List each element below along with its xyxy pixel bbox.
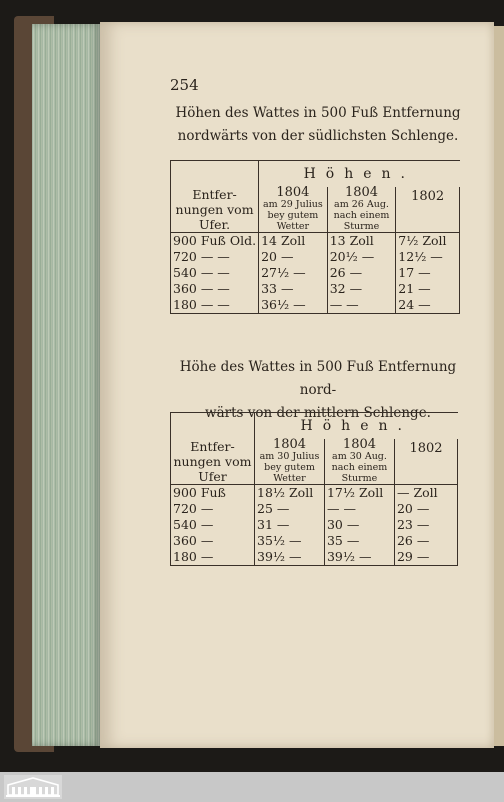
value-cell: 29 — [394,549,457,566]
value-cell: 35½ — [255,533,325,549]
col-sub: nach einem [331,462,388,473]
viewer-footer [0,772,504,802]
col-sub: Sturme [341,473,378,484]
value-cell: — — [327,297,396,314]
height-table-1 [170,160,460,314]
value-cell: 12½ — [396,249,460,265]
distance-cell: 900 Fuß [171,485,255,502]
col-sub: nach einem [333,210,390,221]
distance-cell: 180 — [171,549,255,566]
value-cell: — — [324,501,394,517]
value-cell: 17 — [396,265,460,281]
col-sub: Wetter [273,473,306,484]
value-cell: 20 — [259,249,328,265]
distance-cell: 900 Fuß Old. [171,233,259,250]
col-header-distance: Entfer-nungen vom Ufer [171,439,255,485]
height-table-2 [170,412,458,566]
value-cell: 23 — [394,517,457,533]
table-row [171,549,458,566]
col-header-1 [255,439,325,485]
table-row [171,281,460,297]
col-sub: am 30 Aug. [332,451,387,462]
distance-cell: 360 — — [171,281,259,297]
distance-cell: 720 — — [171,249,259,265]
col-header-2 [324,439,394,485]
col-sub: am 26 Aug. [334,199,389,210]
value-cell: 26 — [327,265,396,281]
col-sub: am 30 Julius [259,451,320,462]
col-year: 1804 [272,437,307,452]
group-header: Höhen. [255,413,458,440]
value-cell: 25 — [255,501,325,517]
value-cell: 21 — [396,281,460,297]
table-row [171,233,460,250]
distance-cell: 540 — — [171,265,259,281]
corner-cell [171,413,255,440]
value-cell: 35 — [324,533,394,549]
value-cell: 33 — [259,281,328,297]
col-sub: Wetter [276,221,310,232]
table-row [171,485,458,502]
table-row [171,533,458,549]
distance-cell: 180 — — [171,297,259,314]
distance-cell: 540 — [171,517,255,533]
col-year: 1802 [411,189,445,204]
table-row [171,297,460,314]
col-year: 1804 [344,185,379,200]
group-header: Höhen. [259,161,460,188]
value-cell: 20½ — [327,249,396,265]
col-sub: bey gutem [264,462,315,473]
value-cell: 30 — [324,517,394,533]
value-cell: 31 — [255,517,325,533]
col-header-2 [327,187,396,233]
library-building-logo [4,775,62,799]
value-cell: 39½ — [255,549,325,566]
col-header-1 [259,187,328,233]
caption-line: wärts von der mittlern Schlenge. [205,405,431,421]
value-cell: 39½ — [324,549,394,566]
table-caption-1 [170,102,466,148]
value-cell: 13 Zoll [327,233,396,250]
value-cell: 26 — [394,533,457,549]
distance-cell: 360 — [171,533,255,549]
value-cell: 20 — [394,501,457,517]
value-cell: 18½ Zoll [255,485,325,502]
caption-line: Höhe des Wattes in 500 Fuß Entfernung nord- [179,359,457,398]
page-edges-stack [32,24,102,746]
col-year: 1802 [409,441,443,456]
value-cell: 7½ Zoll [396,233,460,250]
caption-line: Höhen des Wattes in 500 Fuß Entfernung [175,105,461,121]
corner-cell [171,161,259,188]
col-sub: am 29 Julius [263,199,323,210]
col-header-3 [396,187,460,233]
col-year: 1804 [342,437,377,452]
value-cell: 24 — [396,297,460,314]
table-row [171,265,460,281]
table-row [171,249,460,265]
distance-cell: 720 — [171,501,255,517]
value-cell: 32 — [327,281,396,297]
table-row [171,517,458,533]
col-year: 1804 [276,185,310,200]
value-cell: — Zoll [394,485,457,502]
col-sub: Sturme [343,221,380,232]
page-number: 254 [170,76,199,94]
value-cell: 14 Zoll [259,233,328,250]
value-cell: 17½ Zoll [324,485,394,502]
caption-line: nordwärts von der südlichsten Schlenge. [177,128,459,144]
table-row [171,501,458,517]
col-header-distance: Entfer-nungen vom Ufer. [171,187,259,233]
col-sub: bey gutem [267,210,319,221]
value-cell: 36½ — [259,297,328,314]
col-header-3 [394,439,457,485]
value-cell: 27½ — [259,265,328,281]
